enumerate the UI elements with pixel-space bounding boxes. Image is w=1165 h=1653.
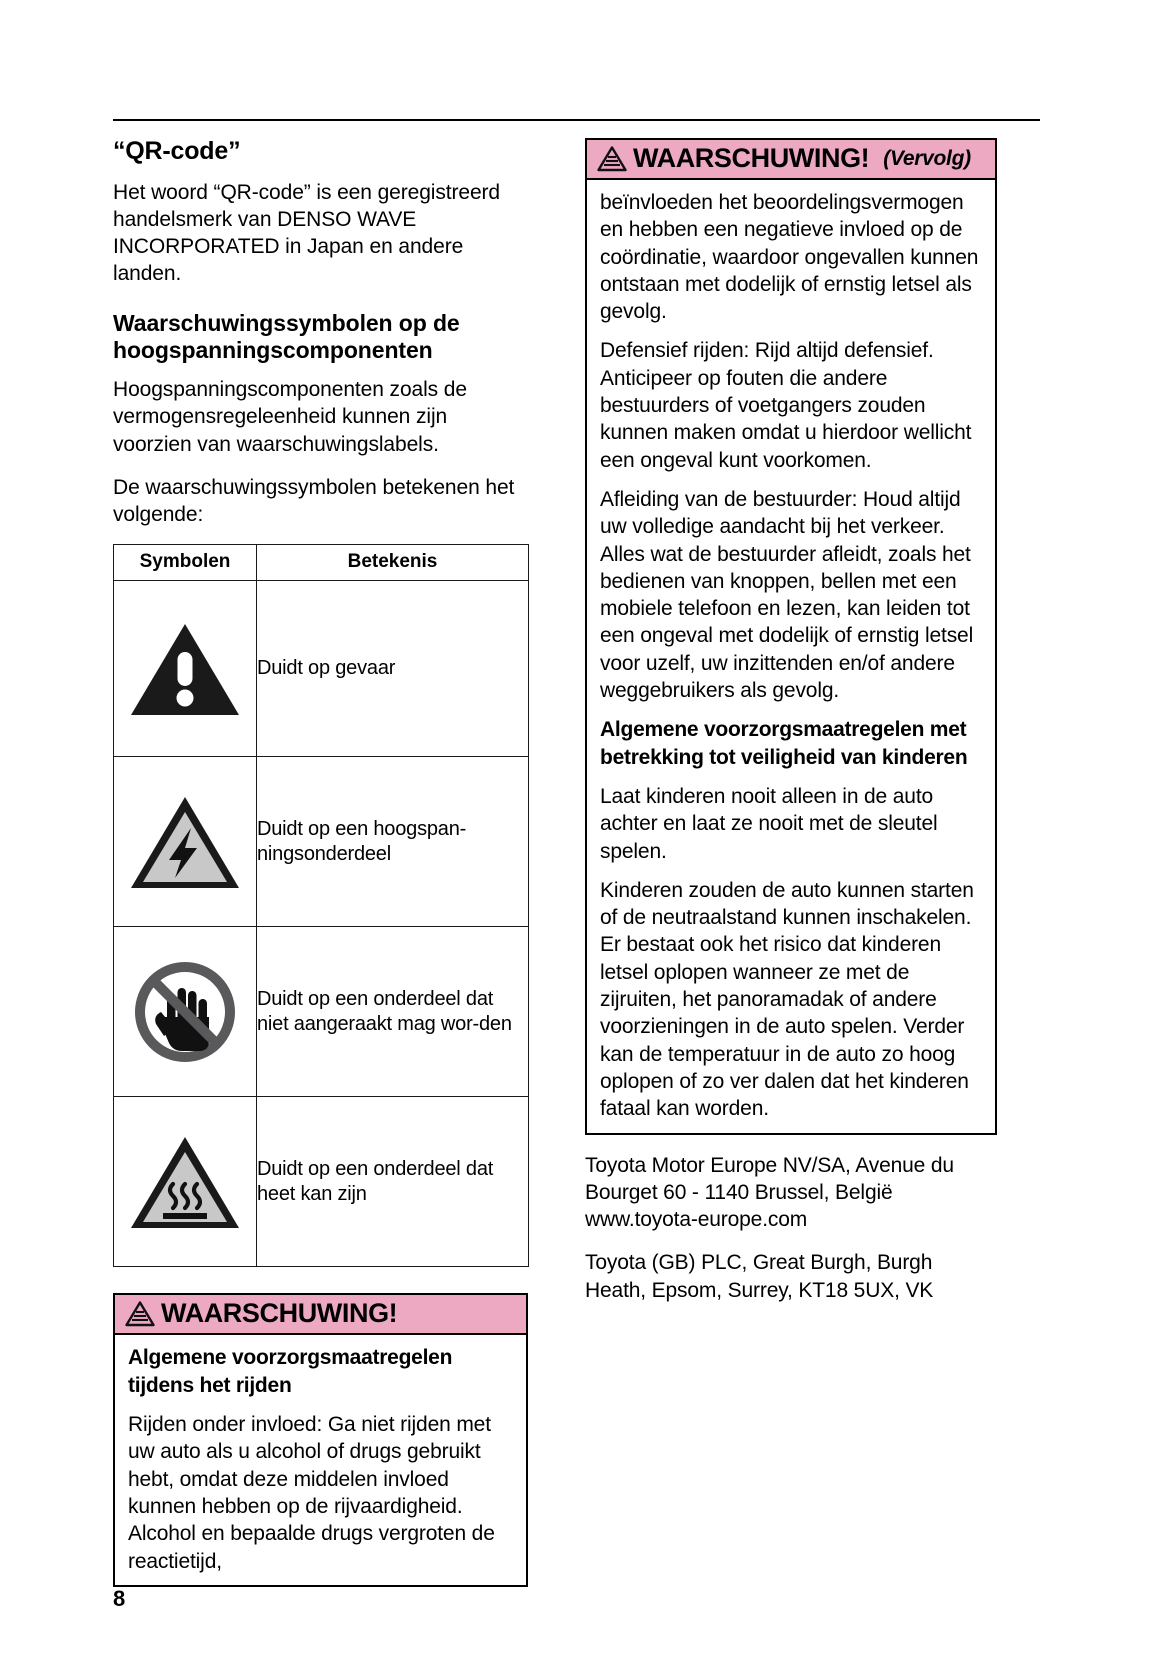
warning-triangle-icon (125, 1301, 155, 1327)
warning-subheading: Algemene voorzorgsmaatregelen met betrekking tot veiligheid van kinderen (600, 718, 968, 769)
symbol-cell (114, 581, 257, 757)
table-row (114, 1097, 529, 1267)
meaning-cell: Duidt op een onderdeel dat heet kan zijn (257, 1097, 529, 1267)
publisher-footer (585, 1152, 997, 1304)
column-gutter (528, 138, 585, 1587)
warning-paragraph: beïnvloeden het beoordelingsvermogen en hebben een negatieve invloed op de coördinatie, waardoor ongevallen kunnen ontstaan met dodelijk of ernstig letsel als gevolg. (600, 191, 979, 324)
warning-paragraph: Afleiding van de bestuurder: Houd altijd uw volledige aandacht bij het verkeer. Alles wat de bestuurder afleidt, zoals het bedienen van knoppen, bellen met een mobiele telefoon en lezen, kan leiden tot een ongeval met dodelijk of ernstig letsel voor uzelf, uw inzittenden en/of andere weggebruikers als gevolg. (600, 487, 974, 703)
intro-paragraph: Het woord “QR-code” is een geregistreerd handelsmerk van DENSO WAVE INCORPORATED in Japan en andere landen. (113, 180, 501, 286)
left-column (113, 138, 528, 1587)
warning-title: WAARSCHUWING! (161, 1298, 398, 1329)
warning-triangle-icon (597, 146, 627, 172)
symbol-cell (114, 927, 257, 1097)
warning-paragraph: Laat kinderen nooit alleen in de auto achter en laat ze nooit met de sleutel spelen. (600, 784, 938, 863)
warning-box-body (115, 1335, 526, 1584)
symbol-cell (114, 757, 257, 927)
subsection-heading: Waarschuwingssymbolen op de hoogspanningscomponenten (113, 309, 460, 363)
symbol-cell (114, 1097, 257, 1267)
body-paragraph-2: De waarschuwingssymbolen betekenen het volgende: (113, 475, 515, 527)
warning-triangle-exclamation-icon (114, 619, 256, 719)
warning-title: WAARSCHUWING! (633, 143, 870, 173)
page-number: 8 (113, 1586, 126, 1611)
warning-box-body (587, 180, 995, 1133)
warning-paragraph: Defensief rijden: Rijd altijd defensief. Anticipeer op fouten die andere bestuurders of voetgangers zouden kunnen maken omdat u hierdoor wellicht een ongeval kunt voorkomen. (600, 339, 972, 472)
table-row (114, 927, 529, 1097)
page-top-rule (113, 119, 1040, 121)
meaning-cell: Duidt op een onderdeel dat niet aangeraakt mag wor-den (257, 927, 529, 1097)
high-voltage-lightning-triangle-icon (114, 792, 256, 892)
publisher-address-gb: Toyota (GB) PLC, Great Burgh, Burgh Heath, Epsom, Surrey, KT18 5UX, VK (585, 1251, 934, 1302)
publisher-address-europe: Toyota Motor Europe NV/SA, Avenue du Bourget 60 - 1140 Brussel, België www.toyota-europe.com (585, 1153, 954, 1232)
column-header-symbolen: Symbolen (114, 545, 257, 581)
warning-box-header (587, 140, 995, 180)
right-column (585, 138, 997, 1587)
warning-subheading: Algemene voorzorgsmaatregelen tijdens het rijden (128, 1346, 453, 1397)
warning-continued-label: (Vervolg) (883, 146, 971, 170)
do-not-touch-hand-prohibition-icon (114, 958, 256, 1066)
two-column-layout (113, 138, 1040, 1587)
warning-box-left (113, 1293, 528, 1586)
meaning-cell: Duidt op gevaar (257, 581, 529, 757)
warning-paragraph: Kinderen zouden de auto kunnen starten of de neutraalstand kunnen inschakelen. Er bestaat ook het risico dat kinderen letsel oplopen wanneer ze met de zijruiten, het panoramadak of andere voorzieningen in de auto spelen. Verder kan de temperatuur in de auto zo hoog oplopen of zo ver dalen dat het kinderen fataal kan worden. (600, 878, 974, 1121)
column-header-betekenis: Betekenis (257, 545, 529, 581)
table-row (114, 757, 529, 927)
warning-box-header (115, 1295, 526, 1335)
warning-box-right (585, 138, 997, 1135)
hot-surface-triangle-icon (114, 1132, 256, 1232)
page-title: “QR-code” (113, 137, 241, 165)
body-paragraph-1: Hoogspanningscomponenten zoals de vermogensregeleenheid kunnen zijn voorzien van waarschuwingslabels. (113, 377, 467, 456)
warning-paragraph: Rijden onder invloed: Ga niet rijden met uw auto als u alcohol of drugs gebruikt hebt, omdat deze middelen invloed kunnen hebben op de rijvaardigheid. Alcohol en bepaalde drugs vergroten de reactietijd, (128, 1413, 495, 1573)
table-header-row (114, 545, 529, 581)
symbols-table (113, 544, 529, 1267)
meaning-cell: Duidt op een hoogspan-ningsonderdeel (257, 757, 529, 927)
table-row (114, 581, 529, 757)
